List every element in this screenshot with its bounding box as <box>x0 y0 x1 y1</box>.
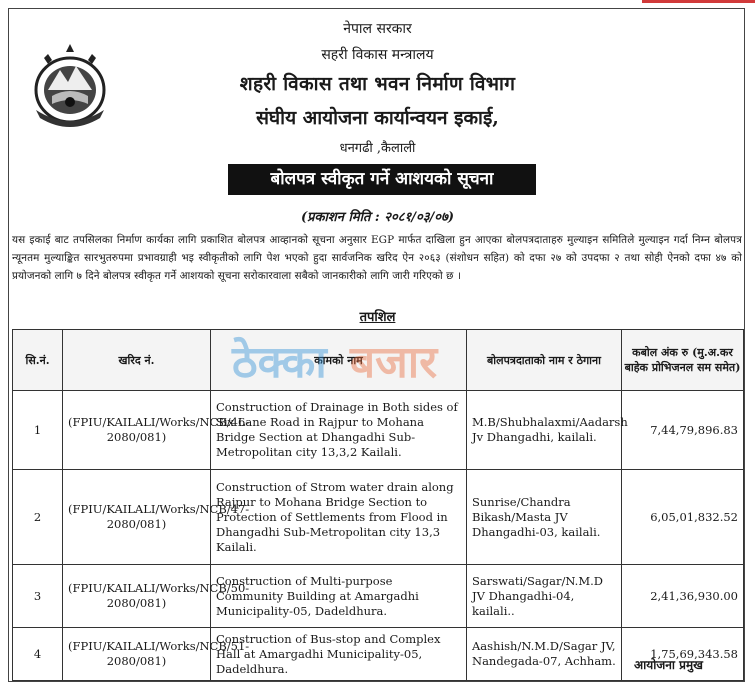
cell-bidder: Sunrise/Chandra Bikash/Masta JV Dhangadhi-03, kailali. <box>467 470 622 565</box>
cell-amount: 6,05,01,832.52 <box>622 470 744 565</box>
cell-work-name: Construction of Drainage in Both sides of Six Lane Road in Rajpur to Mohana Bridge Section at Dhangadhi Sub-Metropolitan city 13,3,2 Kailali. <box>211 391 467 470</box>
award-table <box>12 329 744 681</box>
cell-sn: 1 <box>13 391 63 470</box>
cell-contract-no: (FPIU/KAILALI/Works/NCB/51-2080/081) <box>63 628 211 681</box>
header-sn: सि.नं. <box>13 330 63 391</box>
cell-work-name: Construction of Multi-purpose Community Building at Amargadhi Municipality-05, Dadeldhura. <box>211 565 467 628</box>
table-row <box>13 391 744 470</box>
header-bidder: बोलपत्रदाताको नाम र ठेगाना <box>467 330 622 391</box>
cell-sn: 3 <box>13 565 63 628</box>
header-department: शहरी विकास तथा भवन निर्माण विभाग <box>239 73 516 95</box>
cell-work-name: Construction of Strom water drain along Rajpur to Mohana Bridge Section to Protection of Settlements from Flood in Dhangadhi Sub-Metropolitan city 13,3 Kailali. <box>211 470 467 565</box>
table-row <box>13 565 744 628</box>
publication-date: (प्रकाशन मिति : २०८१/०३/०७) <box>301 210 454 225</box>
header-work-name: कामको नाम <box>211 330 467 391</box>
header-amount: कबोल अंक रु (मु.अ.कर बाहेक प्रोभिजनल सम समेत) <box>622 330 744 391</box>
header-contract-no: खरिद नं. <box>63 330 211 391</box>
cell-amount: 7,44,79,896.83 <box>622 391 744 470</box>
table-row <box>13 470 744 565</box>
header-location: धनगढी ,कैलाली <box>339 141 416 156</box>
notice-title-banner: बोलपत्र स्वीकृत गर्ने आशयको सूचना <box>228 164 536 195</box>
watermark-part1: ठेक्का <box>232 337 327 388</box>
header-government: नेपाल सरकार <box>343 21 412 37</box>
header-unit: संघीय आयोजना कार्यान्वयन इकाई, <box>256 107 499 129</box>
cell-bidder: Sarswati/Sagar/N.M.D JV Dhangadhi-04, kailali.. <box>467 565 622 628</box>
header-ministry: सहरी विकास मन्त्रालय <box>321 47 434 63</box>
table-title-text: तपशिल <box>359 310 396 325</box>
cell-sn: 2 <box>13 470 63 565</box>
cell-bidder: Aashish/N.M.D/Sagar JV, Nandegada-07, Achham. <box>467 628 622 681</box>
cell-contract-no: (FPIU/KAILALI/Works/NCB/46-2080/081) <box>63 391 211 470</box>
cell-work-name: Construction of Bus-stop and Complex Hall at Amargadhi Municipality-05, Dadeldhura. <box>211 628 467 681</box>
cell-sn: 4 <box>13 628 63 681</box>
cell-bidder: M.B/Shubhalaxmi/Aadarsh Jv Dhangadhi, kailali. <box>467 391 622 470</box>
cell-amount: 1,75,69,343.58 <box>622 628 744 681</box>
signature-title: आयोजना प्रमुख <box>634 658 704 672</box>
cell-amount: 2,41,36,930.00 <box>622 565 744 628</box>
table-header-row <box>13 330 744 391</box>
intro-paragraph: यस इकाई बाट तपसिलका निर्माण कार्यका लागि प्रकाशित बोलपत्र आव्हानको सूचना अनुसार EGP मार्फत दाखिला हुन आएका बोलपत्रदाताहरु मुल्याइन समितिले मुल्याइन गर्दा निम्न बोलपत्र न्यूनतम मुल्याङ्कित सारभुतरुपमा प्रभावग्राही भइ स्वीकृतीको लागि पेश भएको हुदा सार्वजनिक खरिद ऐन २०६३ (संशोधन सहित) को दफा २७ को उपदफा २ तथा सोही ऐनको दफा ४७ को प्रयोजनको लागि ७ दिने बोलपत्र स्वीकृत गर्ने आशयको सूचना सरोकारवाला सबैको जानकारीको लागि जारी गरिएको छ । <box>12 234 742 282</box>
table-title <box>0 307 755 325</box>
cell-contract-no: (FPIU/KAILALI/Works/NCB/50-2080/081) <box>63 565 211 628</box>
top-accent-bar <box>642 0 755 3</box>
watermark-part2: बजार <box>350 337 438 388</box>
cell-contract-no: (FPIU/KAILALI/Works/NCB/47-2080/081) <box>63 470 211 565</box>
